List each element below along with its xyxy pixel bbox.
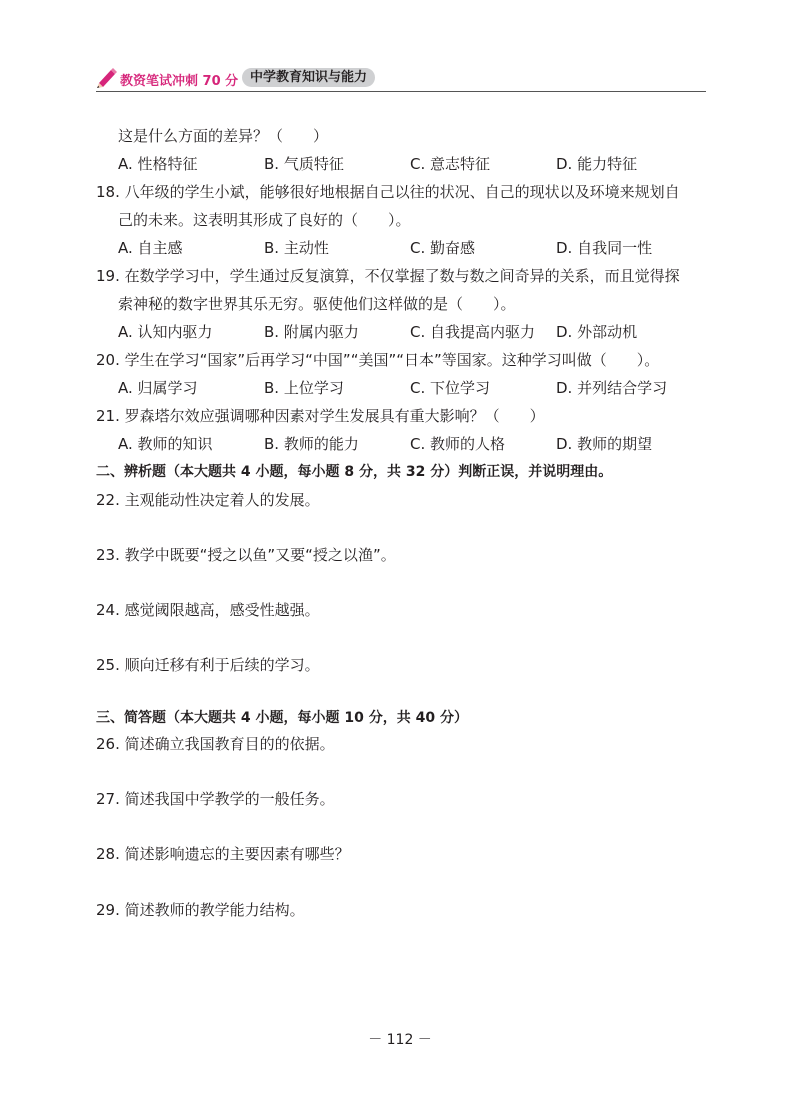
page-header xyxy=(96,66,706,90)
pencil-icon xyxy=(96,66,118,88)
section2-heading: 二、辨析题（本大题共 4 小题，每小题 8 分，共 32 分）判断正误，并说明理由。 xyxy=(96,464,613,480)
q21-option-b: B. 教师的能力 xyxy=(264,435,359,453)
q21-option-a: A. 教师的知识 xyxy=(118,435,213,453)
q17-option-c: C. 意志特征 xyxy=(410,155,491,173)
q28: 28. 简述影响遗忘的主要因素有哪些？ xyxy=(96,845,350,863)
q17-option-b: B. 气质特征 xyxy=(264,155,344,173)
q17-option-a: A. 性格特征 xyxy=(118,155,198,173)
q17-option-d: D. 能力特征 xyxy=(556,155,638,173)
q27: 27. 简述我国中学教学的一般任务。 xyxy=(96,790,335,808)
q23: 23. 教学中既要“授之以鱼”又要“授之以渔”。 xyxy=(96,546,396,564)
q29: 29. 简述教师的教学能力结构。 xyxy=(96,901,305,919)
q20-option-a: A. 归属学习 xyxy=(118,379,198,397)
q20-option-c: C. 下位学习 xyxy=(410,379,491,397)
subject-badge: 中学教育知识与能力 xyxy=(242,68,375,87)
q26: 26. 简述确立我国教育目的的依据。 xyxy=(96,735,335,753)
q25: 25. 顺向迁移有利于后续的学习。 xyxy=(96,656,320,674)
q22: 22. 主观能动性决定着人的发展。 xyxy=(96,491,320,509)
q18-option-d: D. 自我同一性 xyxy=(556,239,653,257)
book-title: 教资笔试冲刺 70 分 xyxy=(120,74,239,89)
q19-option-c: C. 自我提高内驱力 xyxy=(410,323,536,341)
q21-option-c: C. 教师的人格 xyxy=(410,435,506,453)
section3-heading: 三、简答题（本大题共 4 小题，每小题 10 分，共 40 分） xyxy=(96,710,468,726)
q19-option-d: D. 外部动机 xyxy=(556,323,638,341)
q20-option-d: D. 并列结合学习 xyxy=(556,379,668,397)
q24: 24. 感觉阈限越高，感受性越强。 xyxy=(96,601,320,619)
q18-stem-line1: 18. 八年级的学生小斌，能够很好地根据自己以往的状况、自己的现状以及环境来规划自 xyxy=(96,183,680,201)
q21-option-d: D. 教师的期望 xyxy=(556,435,653,453)
q19-option-a: A. 认知内驱力 xyxy=(118,323,213,341)
q19-stem-line2: 索神秘的数字世界其乐无穷。驱使他们这样做的是（ ）。 xyxy=(118,295,516,313)
q18-option-a: A. 自主感 xyxy=(118,239,183,257)
q20-option-b: B. 上位学习 xyxy=(264,379,344,397)
header-divider xyxy=(96,91,706,92)
q20-stem: 20. 学生在学习“国家”后再学习“中国”“美国”“日本”等国家。这种学习叫做（ ）。 xyxy=(96,351,660,369)
q19-stem-line1: 19. 在数学学习中，学生通过反复演算，不仅掌握了数与数之间奇异的关系，而且觉得探 xyxy=(96,267,680,285)
page-number: － 112 － xyxy=(368,1032,432,1048)
q18-stem-line2: 己的未来。这表明其形成了良好的（ ）。 xyxy=(118,211,411,229)
q17-stem: 这是什么方面的差异？（ ） xyxy=(118,127,329,145)
q18-option-c: C. 勤奋感 xyxy=(410,239,476,257)
q19-option-b: B. 附属内驱力 xyxy=(264,323,359,341)
q21-stem: 21. 罗森塔尔效应强调哪种因素对学生发展具有重大影响？（ ） xyxy=(96,407,545,425)
q18-option-b: B. 主动性 xyxy=(264,239,329,257)
